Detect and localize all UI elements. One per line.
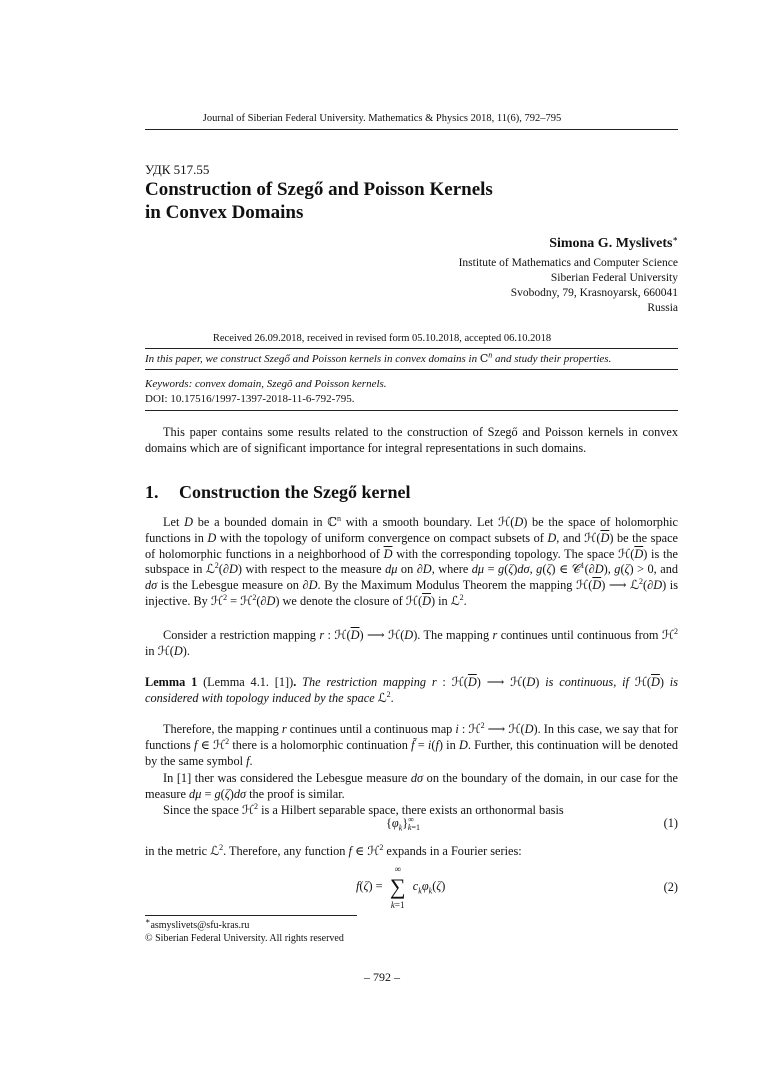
affiliation-line: Russia [647, 302, 678, 314]
udk-code: УДК 517.55 [145, 162, 210, 177]
affiliation-line: Svobodny, 79, Krasnoyarsk, 660041 [510, 287, 678, 299]
abstract-bottom-rule [145, 410, 678, 411]
author-name [549, 236, 678, 252]
article-title [145, 178, 678, 224]
complex-space-symbol: C [479, 352, 489, 365]
equation-2: f(ζ) = ∞ ∑ k=1 $c_k\varphi_k(\zeta)$ [356, 864, 446, 910]
received-dates: Received 26.09.2018, received in revised form 05.10.2018, accepted 06.10.2018 [212, 333, 552, 344]
email-text: asmyslivets@sfu-kras.ru [150, 920, 250, 931]
copyright-icon: © [145, 933, 153, 944]
abstract-text-end: and study their properties. [492, 353, 612, 365]
sum-symbol: ∞ ∑ k=1 [389, 864, 406, 910]
journal-header: Journal of Siberian Federal University. Mathematics & Physics 2018, 11(6), 792–795 [202, 113, 562, 124]
abstract-text: In this paper, we construct Szegő and Poisson kernels in convex domains in [145, 353, 480, 365]
affiliation [459, 256, 678, 316]
body-paragraph: in the metric ℒ$^2$. Therefore, any function f ∈ ℋ$^2$ expands in a Fourier series: [145, 842, 522, 858]
body-paragraph: Therefore, the mapping r continues until a continuous map i : ℋ$^2$ ⟶ ℋ(D). In this case, we say that for functions f ∈ ℋ$^2$ there is a holomorphic continuation f̃ = i(f) in D. Further, this continuation will be denoted by the same symbol f. [145, 720, 679, 768]
section-title: Construction the Szegő kernel [179, 482, 411, 502]
body-paragraph: Let D be a bounded domain in ℂ$^n$ with a smooth boundary. Let ℋ(D) be the space of holomorphic functions in D with the topology of uniform convergence on compact subsets of D, and $ℋ(\overline{D})$ be the space of holomorphic functions in a neighborhood of $\overline{D}$ with the corresponding topology. The space $ℋ(\overline{D})$ is the subspace in ℒ$^2$(∂D) with respect to the measure dμ on ∂D, where dμ = g(ζ)dσ, g(ζ) ∈ 𝒞$^1$(∂D), g(ζ) > 0, and dσ is the Lebesgue measure on ∂D. By the Maximum Modulus Theorem the mapping $ℋ(\overline{D})$ ⟶ ℒ$^2$(∂D) is injective. By ℋ$^2$ = ℋ$^2$(∂D) we denote the closure of $ℋ(\overline{D})$ in ℒ$^2$. [145, 513, 678, 608]
section-heading [145, 482, 410, 503]
header-rule [145, 129, 678, 130]
lemma: Lemma 1 (Lemma 4.1. [1]). The restriction mapping r : $ℋ(\overline{D})$ ⟶ ℋ(D) is continuous, if $ℋ(\overline{D})$ is considered with topology induced by the space ℒ$^2$. [145, 675, 678, 705]
equation-1: $\{\varphi_k\}^\infty_{k=1}$ [386, 814, 420, 833]
body-paragraph: In [1] ther was considered the Lebesgue measure dσ on the boundary of the domain, in our case for the measure dμ = g(ζ)dσ the proof is similar. [145, 771, 678, 801]
author-text: Simona G. Myslivets [549, 236, 673, 251]
title-line-2: in Convex Domains [145, 202, 304, 223]
footnote-rule [145, 915, 357, 916]
body-paragraph: Consider a restriction mapping r : $ℋ(\overline{D})$ ⟶ ℋ(D). The mapping r continues until continuous from ℋ$^2$ in ℋ(D). [145, 626, 678, 658]
body-paragraph: Since the space ℋ$^2$ is a Hilbert separable space, there exists an orthonormal basis [163, 801, 564, 817]
doi: DOI: 10.17516/1997-1397-2018-11-6-792-795. [145, 393, 355, 405]
abstract: In this paper, we construct Szegő and Poisson kernels in convex domains in $C^n$ and study their properties. [145, 350, 612, 365]
keywords: Keywords: convex domain, Szegõ and Poisson kernels. [145, 378, 387, 390]
page-number: – 792 – [364, 970, 400, 984]
abstract-top-rule [145, 348, 678, 349]
intro-paragraph: This paper contains some results related to the construction of Szegő and Poisson kernels in convex domains which are of significant importance for integral representations in such domains. [145, 425, 678, 455]
abstract-mid-rule [145, 369, 678, 370]
title-line-1: Construction of Szegő and Poisson Kernels [145, 179, 493, 200]
footnote-copyright [145, 933, 344, 944]
equation-1-number: (1) [663, 816, 678, 830]
footnote-email: ∗asmyslivets@sfu-kras.ru [145, 916, 250, 931]
equation-2-number: (2) [663, 880, 678, 894]
copyright-text: Siberian Federal University. All rights reserved [155, 933, 344, 944]
author-footnote-mark: ∗ [672, 234, 678, 244]
section-number: 1. [145, 482, 159, 502]
affiliation-line: Siberian Federal University [550, 272, 678, 284]
affiliation-line: Institute of Mathematics and Computer Science [458, 257, 678, 269]
